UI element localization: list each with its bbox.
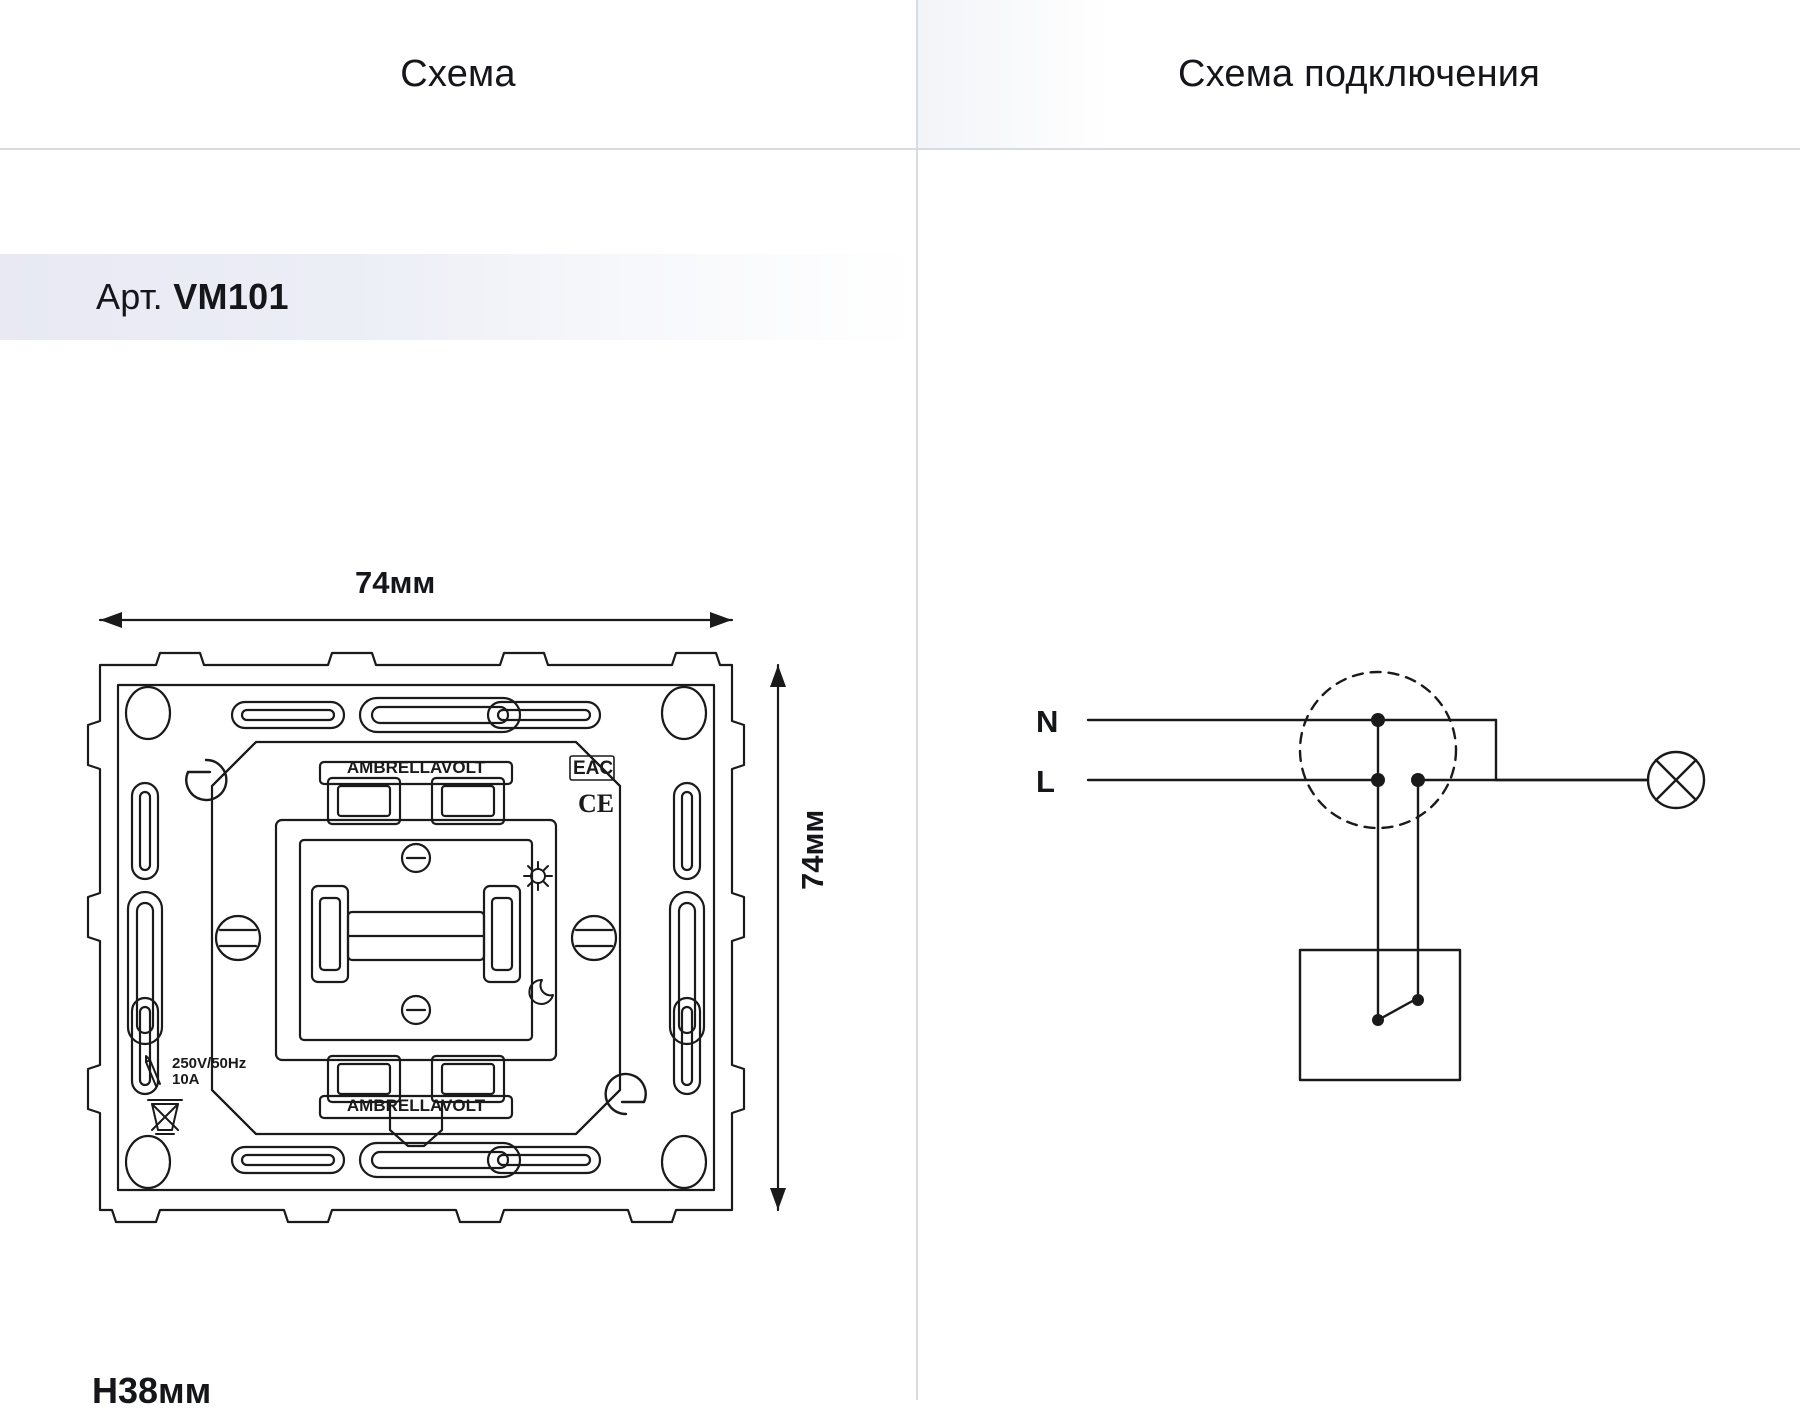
sun-icon [524, 862, 552, 890]
switch-symbol [1300, 950, 1460, 1080]
article-value: VM101 [173, 276, 289, 317]
wiring-diagram [948, 530, 1788, 1230]
terminal-label-n: N [1036, 704, 1059, 739]
header-bar [0, 0, 1800, 150]
dimension-arrow-width [100, 612, 732, 628]
rating-label [172, 1055, 246, 1088]
eac-mark [570, 756, 614, 780]
weee-bin-icon [148, 1100, 182, 1134]
article-prefix: Арт. [96, 276, 174, 317]
frame-slots-left [128, 783, 162, 1094]
mounting-frame [88, 653, 744, 1222]
depth-label: H38мм [92, 1370, 212, 1411]
dimension-height-label: 74мм [795, 809, 830, 890]
logo-mark-top-left [186, 760, 226, 800]
article-band [0, 254, 916, 340]
panel-wiring [918, 150, 1800, 1400]
brand-label-top: AMBRELLAVOLT [346, 758, 486, 777]
panel-scheme [0, 150, 918, 1411]
svg-text:EAC: EAC [573, 758, 614, 779]
wire-switch-drops [1378, 720, 1418, 1020]
switch-mechanism [216, 762, 616, 1146]
logo-mark-bottom-right [606, 1074, 646, 1114]
ce-mark [578, 789, 614, 818]
terminal-label-l: L [1036, 764, 1055, 799]
svg-text:10A: 10A [172, 1071, 200, 1088]
content-area [0, 150, 1800, 1411]
svg-text:CE: CE [578, 789, 615, 818]
article-label [0, 276, 289, 318]
header-title-scheme: Схема [0, 0, 918, 148]
lamp-symbol [1648, 752, 1704, 808]
device-technical-drawing [60, 590, 860, 1290]
frame-slots-top [232, 698, 600, 732]
dimension-arrow-height [770, 665, 786, 1210]
wire-neutral [1088, 720, 1648, 780]
frame-slots-right [670, 783, 704, 1094]
svg-text:250V/50Hz: 250V/50Hz [172, 1055, 247, 1072]
header-title-wiring-scheme: Схема подключения [918, 0, 1800, 148]
dimension-width-label: 74мм [355, 565, 436, 600]
device-body-octagon [212, 742, 620, 1134]
frame-slots-bottom [232, 1143, 600, 1177]
brand-label-bottom: AMBRELLAVOLT [346, 1096, 486, 1115]
